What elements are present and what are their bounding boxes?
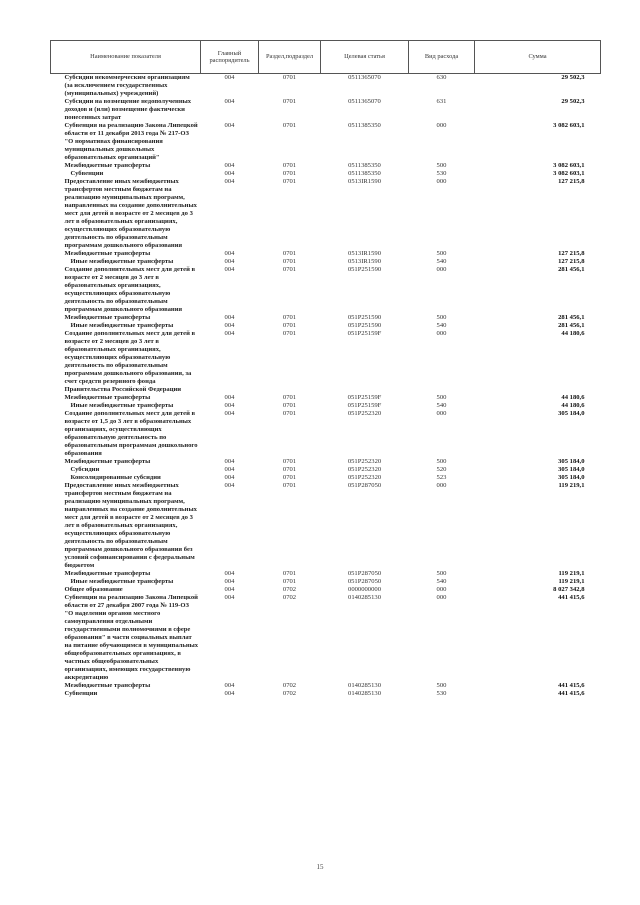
row-article: 0140285130: [348, 690, 381, 697]
row-sum: 44 180,6: [561, 330, 585, 337]
row-name: Субсидии: [70, 466, 100, 473]
row-section: 0701: [282, 330, 297, 337]
row-exptype: 523: [436, 474, 447, 481]
row-name: Межбюджетные трансферты: [64, 682, 151, 689]
row-sum: 119 219,1: [558, 578, 585, 585]
row-exptype: 530: [436, 170, 447, 177]
table-row: [51, 122, 601, 162]
row-article: 051P25159F: [347, 394, 382, 401]
row-section: 0701: [282, 162, 297, 169]
row-sum: 281 456,1: [558, 322, 585, 329]
row-name: Создание дополнительных мест для детей в возрасте от 2 месяцев до 3 лет в образовательных организациях, осуществляющих образовательную деятельность по образовательным программам дошкольного образования, за счет средств резервного фонда Правительства Российской Федерации: [64, 330, 196, 393]
row-section: 0702: [282, 682, 297, 689]
header-row: [51, 41, 601, 74]
table-row: [51, 578, 601, 586]
table-row: [51, 682, 601, 690]
table-row: [51, 330, 601, 394]
row-admin: 004: [224, 122, 235, 129]
header-sum: Сумма: [475, 41, 601, 74]
row-sum: 29 502,3: [561, 98, 585, 105]
row-article: 051P25159F: [347, 330, 382, 337]
row-name: Субвенции: [64, 690, 98, 697]
row-name: Межбюджетные трансферты: [64, 314, 151, 321]
row-admin: 004: [224, 266, 235, 273]
row-section: 0702: [282, 594, 297, 601]
table-row: [51, 402, 601, 410]
row-section: 0701: [282, 410, 297, 417]
table-row: [51, 482, 601, 570]
row-section: 0701: [282, 74, 297, 81]
row-exptype: 000: [436, 586, 447, 593]
table-row: [51, 266, 601, 314]
row-article: 051P251590: [347, 266, 382, 273]
row-article: 0513IR1590: [348, 178, 381, 185]
row-sum: 281 456,1: [558, 266, 585, 273]
row-name: Субвенция на реализацию Закона Липецкой области от 11 декабря 2013 года № 217-ОЗ "О нормативах финансирования муниципальных дошкольных образовательных организаций": [64, 122, 198, 161]
row-sum: 127 215,8: [558, 258, 585, 265]
row-sum: 305 184,0: [558, 466, 585, 473]
row-section: 0701: [282, 266, 297, 273]
row-exptype: 500: [436, 570, 447, 577]
row-exptype: 631: [436, 98, 447, 105]
row-article: 0511365070: [348, 74, 381, 81]
row-admin: 004: [224, 482, 235, 489]
row-section: 0701: [282, 322, 297, 329]
row-name: Предоставление иных межбюджетных трансфертов местным бюджетам на реализацию муниципальных программ, направленных на создание дополнительных мест для детей в возрасте от 2 месяцев до 3 лет в образовательных организациях, осуществляющих образовательную деятельность по образовательным программам дошкольного образования без условий софинансирования с федеральным бюджетом: [64, 482, 197, 569]
row-exptype: 530: [436, 690, 447, 697]
row-section: 0701: [282, 394, 297, 401]
row-article: 051P251590: [347, 322, 382, 329]
row-section: 0701: [282, 466, 297, 473]
table-row: [51, 258, 601, 266]
page-number: 15: [316, 863, 324, 871]
row-sum: 281 456,1: [558, 314, 585, 321]
row-admin: 004: [224, 178, 235, 185]
table-body: [51, 74, 601, 699]
row-admin: 004: [224, 258, 235, 265]
row-admin: 004: [224, 474, 235, 481]
table-row: [51, 178, 601, 250]
row-sum: 119 219,1: [558, 570, 585, 577]
row-exptype: 500: [436, 314, 447, 321]
header-section: Раздел,подраздел: [259, 41, 321, 74]
row-name: Иные межбюджетные трансферты: [70, 322, 174, 329]
row-exptype: 540: [436, 322, 447, 329]
row-name: Субвенции: [70, 170, 104, 177]
row-sum: 305 184,0: [558, 458, 585, 465]
table-row: [51, 594, 601, 682]
row-article: 051P287050: [347, 482, 382, 489]
table-row: [51, 314, 601, 322]
table-row: [51, 394, 601, 402]
row-section: 0701: [282, 122, 297, 129]
header-article: Целевая статья: [321, 41, 409, 74]
row-section: 0701: [282, 98, 297, 105]
row-sum: 305 184,0: [558, 474, 585, 481]
row-exptype: 630: [436, 74, 447, 81]
row-admin: 004: [224, 330, 235, 337]
row-article: 0511385350: [348, 170, 381, 177]
row-name: Предоставление иных межбюджетных трансфертов местным бюджетам на реализацию муниципальных программ, направленных на создание дополнительных мест для детей в возрасте от 2 месяцев до 3 лет в образовательных организациях, осуществляющих образовательную деятельность по образовательным программам дошкольного образования: [64, 178, 197, 249]
table-row: [51, 458, 601, 466]
row-exptype: 000: [436, 410, 447, 417]
row-article: 051P252320: [347, 410, 382, 417]
row-name: Иные межбюджетные трансферты: [70, 402, 174, 409]
table-row: [51, 74, 601, 99]
row-article: 0000000000: [348, 586, 381, 593]
row-article: 051P287050: [347, 570, 382, 577]
row-admin: 004: [224, 162, 235, 169]
row-admin: 004: [224, 466, 235, 473]
document-page: [50, 40, 600, 698]
row-article: 051P25159F: [347, 402, 382, 409]
row-name: Межбюджетные трансферты: [64, 162, 151, 169]
row-admin: 004: [224, 170, 235, 177]
table-row: [51, 322, 601, 330]
row-section: 0701: [282, 250, 297, 257]
row-exptype: 540: [436, 402, 447, 409]
row-sum: 127 215,8: [558, 250, 585, 257]
row-article: 051P252320: [347, 458, 382, 465]
row-sum: 8 027 342,8: [553, 586, 585, 593]
row-admin: 004: [224, 410, 235, 417]
table-row: [51, 250, 601, 258]
row-sum: 441 415,6: [558, 682, 585, 689]
row-exptype: 540: [436, 578, 447, 585]
row-admin: 004: [224, 594, 235, 601]
row-sum: 3 082 603,1: [553, 122, 585, 129]
row-name: Иные межбюджетные трансферты: [70, 258, 174, 265]
row-admin: 004: [224, 458, 235, 465]
table-row: [51, 570, 601, 578]
row-name: Межбюджетные трансферты: [64, 250, 151, 257]
row-name: Консолидированные субсидии: [70, 474, 161, 481]
row-section: 0701: [282, 578, 297, 585]
row-admin: 004: [224, 402, 235, 409]
row-sum: 127 215,8: [558, 178, 585, 185]
row-admin: 004: [224, 250, 235, 257]
budget-table: [50, 40, 601, 698]
row-admin: 004: [224, 314, 235, 321]
row-name: Субвенции на реализацию Закона Липецкой области от 27 декабря 2007 года № 119-ОЗ "О наделении органов местного самоуправления отдельными государственными полномочиями в сфере образования" в части социальных выплат на питание обучающимся в муниципальных общеобразовательных организациях, в частных общеобразовательных организациях, имеющих государственную аккредитацию: [64, 594, 199, 681]
row-name: Межбюджетные трансферты: [64, 394, 151, 401]
table-row: [51, 586, 601, 594]
row-admin: 004: [224, 682, 235, 689]
row-admin: 004: [224, 570, 235, 577]
row-section: 0701: [282, 178, 297, 185]
row-exptype: 520: [436, 466, 447, 473]
row-name: Создание дополнительных мест для детей в возрасте от 2 месяцев до 3 лет в образовательных организациях, осуществляющих образовательную деятельность по образовательным программам дошкольного образования: [64, 266, 196, 313]
row-name: Межбюджетные трансферты: [64, 570, 151, 577]
row-section: 0701: [282, 570, 297, 577]
row-exptype: 500: [436, 394, 447, 401]
header-exptype: Вид расхода: [409, 41, 475, 74]
row-exptype: 000: [436, 594, 447, 601]
row-sum: 3 082 603,1: [553, 162, 585, 169]
row-name: Иные межбюджетные трансферты: [70, 578, 174, 585]
row-section: 0701: [282, 170, 297, 177]
table-row: [51, 690, 601, 698]
row-name: Субсидии некоммерческим организациям (за исключением государственных (муниципальных) учреждений): [64, 74, 190, 97]
row-exptype: 500: [436, 458, 447, 465]
row-name: Межбюджетные трансферты: [64, 458, 151, 465]
row-exptype: 000: [436, 122, 447, 129]
table-row: [51, 162, 601, 170]
header-admin: Главный распорядитель: [201, 41, 259, 74]
row-name: Субсидии на возмещение недополученных доходов и (или) возмещение фактически понесенных затрат: [64, 98, 192, 121]
row-sum: 119 219,1: [558, 482, 585, 489]
row-article: 051P287050: [347, 578, 382, 585]
row-section: 0702: [282, 690, 297, 697]
row-section: 0701: [282, 258, 297, 265]
row-article: 0511385350: [348, 122, 381, 129]
row-exptype: 000: [436, 330, 447, 337]
row-exptype: 000: [436, 266, 447, 273]
row-article: 051P251590: [347, 314, 382, 321]
table-row: [51, 410, 601, 458]
row-exptype: 500: [436, 250, 447, 257]
row-section: 0701: [282, 474, 297, 481]
row-article: 0140285130: [348, 682, 381, 689]
row-section: 0701: [282, 402, 297, 409]
row-article: 051P252320: [347, 474, 382, 481]
row-sum: 29 502,3: [561, 74, 585, 81]
row-article: 0513IR1590: [348, 250, 381, 257]
row-section: 0701: [282, 314, 297, 321]
row-name: Создание дополнительных мест для детей в возрасте от 1,5 до 3 лет в образовательных организациях, осуществляющих образовательную деятельность по образовательным программам дошкольного образования: [64, 410, 198, 457]
row-sum: 441 415,6: [558, 594, 585, 601]
row-article: 0511385350: [348, 162, 381, 169]
row-sum: 305 184,0: [558, 410, 585, 417]
row-section: 0702: [282, 586, 297, 593]
header-name: Наименование показателя: [51, 41, 201, 74]
row-admin: 004: [224, 322, 235, 329]
row-admin: 004: [224, 98, 235, 105]
row-name: Общее образование: [64, 586, 123, 593]
row-sum: 44 180,6: [561, 394, 585, 401]
row-article: 0140285130: [348, 594, 381, 601]
row-admin: 004: [224, 690, 235, 697]
row-section: 0701: [282, 458, 297, 465]
row-exptype: 500: [436, 682, 447, 689]
row-article: 0513IR1590: [348, 258, 381, 265]
row-admin: 004: [224, 394, 235, 401]
row-admin: 004: [224, 586, 235, 593]
row-exptype: 000: [436, 178, 447, 185]
row-section: 0701: [282, 482, 297, 489]
row-article: 051P252320: [347, 466, 382, 473]
table-row: [51, 474, 601, 482]
row-admin: 004: [224, 74, 235, 81]
row-sum: 3 082 603,1: [553, 170, 585, 177]
row-exptype: 000: [436, 482, 447, 489]
table-row: [51, 170, 601, 178]
table-row: [51, 98, 601, 122]
row-exptype: 500: [436, 162, 447, 169]
row-article: 0511365070: [348, 98, 381, 105]
row-sum: 44 180,6: [561, 402, 585, 409]
row-exptype: 540: [436, 258, 447, 265]
table-row: [51, 466, 601, 474]
row-admin: 004: [224, 578, 235, 585]
table-header: [51, 41, 601, 74]
row-sum: 441 415,6: [558, 690, 585, 697]
